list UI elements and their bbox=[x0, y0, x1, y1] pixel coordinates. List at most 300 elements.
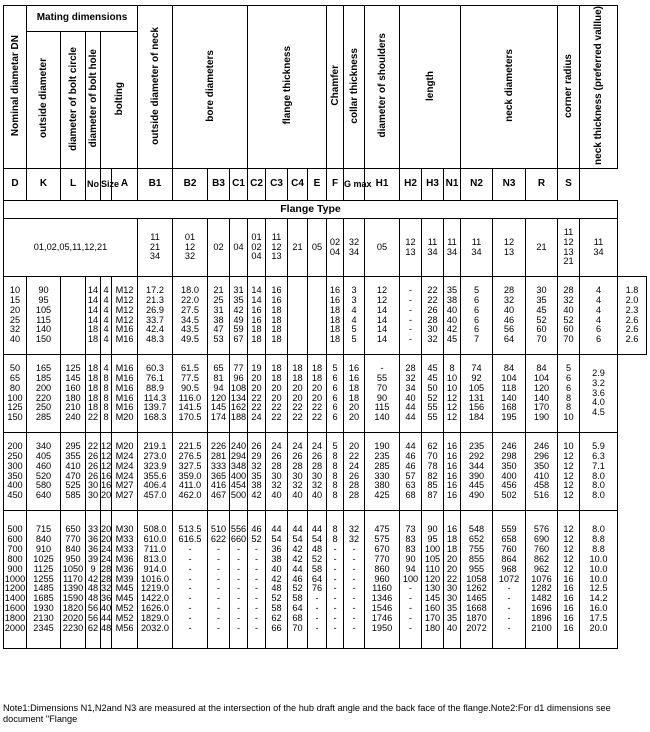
data-cell bbox=[400, 277, 422, 355]
data-cell bbox=[208, 433, 230, 511]
symbol-cell bbox=[4, 169, 27, 201]
data-cell bbox=[101, 511, 112, 649]
data-cell bbox=[461, 355, 493, 433]
bolting-header bbox=[101, 32, 138, 169]
type-code-cell-text: 32 34 bbox=[348, 236, 360, 257]
type-code-cell bbox=[461, 219, 493, 277]
data-cell-text: 125 145 160 180 210 240 bbox=[65, 362, 81, 423]
data-cell bbox=[230, 277, 248, 355]
symbol-cell bbox=[558, 169, 580, 201]
data-cell-text: 31 35 42 49 59 67 bbox=[233, 284, 244, 345]
type-code-cell-text: 05 bbox=[376, 241, 388, 252]
data-cell-text: 8 8 - - - - - - - - - bbox=[332, 523, 338, 634]
data-cell-text: 12 12 12 12 12 16 16 16 16 16 16 bbox=[563, 523, 574, 634]
data-cell-text: 1.8 2.0 2.3 2.6 2.6 2.6 bbox=[625, 284, 639, 345]
flange-thickness-header-text: flange thickness bbox=[281, 46, 293, 125]
data-cell bbox=[4, 277, 27, 355]
type-code-cell-text: 11 34 bbox=[427, 236, 438, 257]
data-cell bbox=[327, 511, 344, 649]
data-cell-text: 73 83 83 90 94 100 - - - - - bbox=[402, 523, 419, 634]
symbol-cell-text: F bbox=[331, 178, 339, 190]
symbol-cell-text: B3 bbox=[212, 178, 225, 190]
data-cell bbox=[344, 511, 365, 649]
data-cell-text: 16 16 18 18 18 18 bbox=[329, 284, 341, 345]
symbol-cell-text: C1 bbox=[232, 178, 245, 190]
data-cell bbox=[444, 277, 461, 355]
data-cell bbox=[288, 355, 308, 433]
data-cell bbox=[344, 433, 365, 511]
data-cell-text: 246 298 350 400 456 502 bbox=[501, 440, 517, 501]
data-cell bbox=[230, 355, 248, 433]
data-cell bbox=[138, 277, 173, 355]
data-cell-text: 74 92 105 131 156 184 bbox=[468, 362, 485, 423]
data-cell-text: 44 46 46 57 63 68 bbox=[405, 440, 416, 501]
data-cell-text: 200 250 300 350 400 450 bbox=[7, 440, 23, 501]
data-cell bbox=[86, 433, 101, 511]
data-cell-text: 60.3 76.1 88.9 114.3 139.7 168.3 bbox=[143, 362, 167, 423]
data-cell bbox=[138, 511, 173, 649]
data-cell-text: 340 405 460 520 580 640 bbox=[35, 440, 52, 501]
data-cell-text: 18.0 22.0 27.5 34.5 43.5 49.5 bbox=[181, 284, 199, 345]
data-cell-text: 16 18 18 20 20 22 30 30 35 35 40 bbox=[446, 523, 458, 634]
symbol-cell bbox=[61, 169, 86, 201]
data-cell bbox=[308, 511, 327, 649]
type-code-cell bbox=[230, 219, 248, 277]
header-row-titles bbox=[4, 6, 647, 32]
data-cell-text: 26 29 32 35 38 42 bbox=[251, 440, 262, 501]
outside-diameter-header-text: outside diameter bbox=[38, 58, 49, 139]
data-cell bbox=[444, 433, 461, 511]
data-cell-text: 650 770 840 950 1050 1170 1390 1590 1820 2020 2230 bbox=[62, 523, 84, 634]
data-cell-text: 19 20 20 22 22 24 bbox=[251, 362, 262, 423]
data-cell-text: 235 292 344 390 445 490 bbox=[468, 440, 485, 501]
outside-neck-header bbox=[138, 6, 173, 169]
data-cell bbox=[208, 277, 230, 355]
symbol-cell-text: N2 bbox=[470, 178, 483, 190]
data-cell bbox=[86, 277, 101, 355]
data-cell-text: 24 26 28 30 32 40 bbox=[271, 440, 282, 501]
symbol-cell-text: E bbox=[313, 178, 321, 190]
data-cell-text: 3 3 4 4 5 5 bbox=[351, 284, 357, 345]
data-cell-text: 18 18 20 20 22 22 bbox=[311, 362, 323, 423]
data-cell bbox=[308, 355, 327, 433]
data-cell bbox=[27, 433, 61, 511]
data-cell bbox=[580, 433, 618, 511]
neck-thickness-header bbox=[580, 6, 618, 169]
length-header bbox=[400, 6, 461, 169]
data-cell bbox=[208, 355, 230, 433]
data-cell bbox=[422, 355, 444, 433]
type-code-cell bbox=[248, 219, 266, 277]
data-cell-text: 16 16 18 18 18 18 bbox=[271, 284, 282, 345]
type-codes-row bbox=[4, 219, 647, 277]
data-cell-text: 508.0 610.0 711.0 813.0 914.0 1016.0 1219.0 1422.0 1626.0 1829.0 2032.0 bbox=[140, 523, 170, 634]
type-code-cell-text: 01 02 04 bbox=[251, 231, 262, 262]
data-cell bbox=[248, 433, 266, 511]
data-cell bbox=[344, 277, 365, 355]
chamfer-header bbox=[327, 6, 344, 169]
data-cell bbox=[173, 355, 208, 433]
data-cell bbox=[112, 277, 138, 355]
data-cell bbox=[112, 433, 138, 511]
symbol-cell-text: H1 bbox=[375, 178, 389, 190]
data-cell bbox=[365, 433, 400, 511]
type-code-cell bbox=[327, 219, 344, 277]
bolt-hole-header bbox=[86, 32, 101, 169]
symbol-cell-text: C3 bbox=[270, 178, 283, 190]
type-code-cell-text: 11 34 bbox=[446, 236, 458, 257]
data-cell bbox=[101, 355, 112, 433]
data-cell-text: 559 658 760 864 968 1072 - - - - - bbox=[498, 523, 520, 634]
data-cell bbox=[248, 511, 266, 649]
data-cell bbox=[444, 511, 461, 649]
symbol-cell bbox=[101, 169, 120, 201]
data-cell-text: 35 38 40 40 42 45 bbox=[446, 284, 458, 345]
shoulders-diameter-header-text: diameter of shoulders bbox=[376, 33, 388, 138]
outside-neck-header-text: outside diameter of neck bbox=[149, 26, 161, 145]
type-code-cell bbox=[526, 219, 558, 277]
data-cell-text: 18 18 20 20 22 22 bbox=[292, 362, 303, 423]
type-code-cell bbox=[558, 219, 580, 277]
symbol-cell bbox=[230, 169, 248, 201]
data-cell-text: 33 36 36 39 9 42 48 48 56 56 62 bbox=[87, 523, 99, 634]
data-cell-text: 44 54 48 52 58 64 76 - - - - bbox=[311, 523, 323, 634]
data-cell bbox=[493, 277, 526, 355]
data-cell-text: 21 25 31 38 47 53 bbox=[213, 284, 224, 345]
data-cell-text: 18 18 18 18 18 22 bbox=[87, 362, 99, 423]
symbol-cell-text: H2 bbox=[404, 178, 417, 190]
type-code-cell bbox=[173, 219, 208, 277]
flange-type-label bbox=[4, 201, 618, 219]
data-cell-text: 90 95 105 115 140 150 bbox=[35, 284, 52, 345]
data-cell-text: 240 294 348 400 454 500 bbox=[230, 440, 247, 501]
data-cell bbox=[138, 433, 173, 511]
data-cell-text: 28 32 40 46 56 64 bbox=[503, 284, 515, 345]
chamfer-header-text: Chamfer bbox=[329, 65, 341, 106]
data-cell bbox=[173, 277, 208, 355]
data-cell bbox=[344, 355, 365, 433]
data-cell-text: 12 12 12 16 16 20 bbox=[101, 440, 112, 501]
type-code-cell bbox=[344, 219, 365, 277]
length-header-text: length bbox=[424, 70, 436, 101]
type-code-cell-text: 02 04 bbox=[329, 236, 341, 257]
data-cell bbox=[61, 355, 86, 433]
data-cell bbox=[422, 277, 444, 355]
data-cell-text: 246 296 350 410 458 516 bbox=[533, 440, 550, 501]
symbol-cell-text: B1 bbox=[148, 178, 162, 190]
symbol-cell-text: B2 bbox=[183, 178, 197, 190]
symbol-cell-text: No bbox=[87, 178, 99, 189]
data-cell bbox=[86, 511, 101, 649]
symbol-cell bbox=[138, 169, 173, 201]
data-cell bbox=[4, 511, 27, 649]
neck-diameters-header bbox=[461, 6, 558, 169]
corner-radius-header bbox=[558, 6, 580, 169]
data-cell bbox=[112, 511, 138, 649]
mating-dimensions-header-text: Mating dimensions bbox=[36, 12, 128, 24]
data-cell bbox=[266, 355, 288, 433]
type-code-cell-text: 02 bbox=[213, 241, 224, 252]
data-cell-text: 16 16 18 18 20 20 bbox=[348, 362, 360, 423]
type-code-cell bbox=[266, 219, 288, 277]
data-cell-text: 28 32 34 40 44 44 bbox=[405, 362, 416, 423]
data-cell bbox=[526, 433, 558, 511]
symbol-cell bbox=[444, 169, 461, 201]
data-cell-text: 90 95 100 105 110 120 130 145 160 170 180 bbox=[424, 523, 441, 634]
data-cell-text: 475 575 670 770 860 960 1160 1346 1546 1746 1950 bbox=[371, 523, 393, 634]
data-cell-text: 548 652 755 855 955 1058 1262 1465 1668 1870 2072 bbox=[466, 523, 487, 634]
bolting-header-text: bolting bbox=[113, 81, 125, 116]
flange-thickness-header bbox=[248, 6, 327, 169]
neck-thickness-header-text: neck thickness (preferred valllue) bbox=[593, 6, 604, 165]
symbol-cell bbox=[308, 169, 327, 201]
nominal-diameter-header-text: Nominal diametar DN bbox=[9, 34, 21, 137]
data-cell-text: M20 M24 M24 M24 M27 M27 bbox=[115, 440, 134, 501]
data-cell-text: 510 622 - - - - - - - - - bbox=[210, 523, 227, 634]
data-cell-text: 5 6 6 8 8 10 bbox=[563, 362, 574, 423]
data-cell bbox=[173, 433, 208, 511]
data-cell-text: 2.9 3.2 3.6 4.0 4.5 bbox=[592, 367, 605, 418]
data-cell-text: 65 81 94 120 145 174 bbox=[210, 362, 227, 423]
data-cell bbox=[493, 433, 526, 511]
data-cell-text: 500 600 700 800 900 1000 1200 1400 1600 1800 2000 bbox=[4, 523, 26, 634]
data-cell bbox=[365, 355, 400, 433]
data-cell-text: 44 54 42 42 44 46 52 58 64 68 70 bbox=[292, 523, 303, 634]
flange-dimensions-table bbox=[3, 5, 647, 649]
symbol-cell-text: A bbox=[120, 178, 129, 190]
data-cell-text: 5 8 8 8 8 8 bbox=[332, 440, 338, 501]
type-code-cell-text: 11 34 bbox=[593, 236, 604, 257]
data-cell bbox=[558, 511, 580, 649]
bolt-circle-header bbox=[61, 32, 86, 169]
data-cell bbox=[27, 277, 61, 355]
data-cell-text: 5.9 6.3 7.1 8.0 8.0 8.0 bbox=[592, 440, 605, 501]
data-cell bbox=[308, 433, 327, 511]
symbol-cell-text: L bbox=[69, 178, 77, 190]
symbol-cell bbox=[400, 169, 422, 201]
type-code-cell bbox=[288, 219, 308, 277]
symbol-cell bbox=[266, 169, 288, 201]
data-cell bbox=[461, 433, 493, 511]
data-cell bbox=[558, 277, 580, 355]
data-cell bbox=[461, 277, 493, 355]
data-cell bbox=[61, 433, 86, 511]
data-cell bbox=[101, 433, 112, 511]
data-cell bbox=[493, 511, 526, 649]
symbol-cell bbox=[208, 169, 230, 201]
type-code-cell-text: 01,02,05,11,12,21 bbox=[33, 241, 108, 252]
data-cell bbox=[248, 355, 266, 433]
symbol-cell bbox=[27, 169, 61, 201]
type-code-cell bbox=[4, 219, 138, 277]
bore-diameters-header bbox=[173, 6, 248, 169]
data-group-row bbox=[4, 277, 647, 355]
data-cell bbox=[400, 433, 422, 511]
data-cell bbox=[400, 355, 422, 433]
data-cell-text: 556 660 - - - - - - - - - bbox=[230, 523, 247, 634]
type-code-cell bbox=[444, 219, 461, 277]
data-cell bbox=[27, 355, 61, 433]
data-group-row bbox=[4, 433, 647, 511]
data-cell-text: 44 54 36 38 40 42 48 52 58 62 66 bbox=[271, 523, 282, 634]
data-cell bbox=[327, 355, 344, 433]
symbol-cell bbox=[526, 169, 558, 201]
data-cell bbox=[422, 511, 444, 649]
collar-thickness-header bbox=[344, 6, 365, 169]
data-cell bbox=[558, 433, 580, 511]
bolt-circle-header-text: diameter of bolt circle bbox=[67, 46, 79, 151]
data-cell-text: 22 26 26 26 30 30 bbox=[87, 440, 99, 501]
data-cell-text: 22 22 26 28 30 32 bbox=[427, 284, 438, 345]
data-cell-text: 8.0 8.8 8.8 10.0 10.0 10.0 12.5 14.2 16.0 17.5 20.0 bbox=[589, 523, 608, 634]
symbol-cell-text: D bbox=[11, 178, 19, 190]
data-cell bbox=[288, 433, 308, 511]
shoulders-diameter-header bbox=[365, 6, 400, 169]
data-cell bbox=[266, 277, 288, 355]
data-cell bbox=[61, 511, 86, 649]
bolt-hole-header-text: diameter of bolt hole bbox=[87, 49, 99, 148]
data-cell-text: 226 281 333 365 416 467 bbox=[210, 440, 227, 501]
data-cell-text: 18 18 20 20 22 22 bbox=[271, 362, 282, 423]
type-code-cell bbox=[400, 219, 422, 277]
data-cell-text: M12 M12 M12 M12 M16 M16 bbox=[115, 284, 134, 345]
data-cell-text: 16 16 16 16 16 16 bbox=[446, 440, 458, 501]
data-cell-text: 219.1 273.0 323.9 355.6 406.4 457.0 bbox=[143, 440, 167, 501]
data-cell-text: 8 10 10 12 12 12 bbox=[446, 362, 458, 423]
data-cell-text: 5 6 6 6 6 7 bbox=[473, 284, 480, 345]
data-cell bbox=[365, 277, 400, 355]
data-cell-text: 45 45 50 52 55 55 bbox=[427, 362, 438, 423]
data-cell bbox=[86, 355, 101, 433]
data-cell bbox=[558, 355, 580, 433]
type-code-cell-text: 01 12 32 bbox=[184, 231, 196, 262]
data-cell bbox=[327, 433, 344, 511]
data-cell-text: 32 32 - - - - - - - - - bbox=[348, 523, 360, 634]
type-code-cell bbox=[308, 219, 327, 277]
data-cell-text: M30 M33 M33 M36 M36 M39 M45 M45 M52 M52 M56 bbox=[115, 523, 134, 634]
type-code-cell bbox=[493, 219, 526, 277]
data-cell-text: 10 15 20 25 32 40 bbox=[9, 284, 21, 345]
symbol-cell-text: C4 bbox=[291, 178, 304, 190]
data-cell bbox=[4, 355, 27, 433]
symbol-cell bbox=[327, 169, 344, 201]
type-code-cell-text: 21 bbox=[292, 241, 303, 252]
type-code-cell bbox=[580, 219, 618, 277]
symbol-cell bbox=[248, 169, 266, 201]
data-cell-text: 221.5 276.5 327.5 359.0 411.0 462.0 bbox=[178, 440, 202, 501]
data-cell bbox=[327, 277, 344, 355]
symbol-cell-text: R bbox=[537, 178, 546, 190]
data-cell bbox=[526, 511, 558, 649]
neck-diameters-header-text: neck diameters bbox=[503, 49, 515, 122]
table-note: Note1:Dimensions N1,N2and N3 are measured at the intersection of the hub draft angle and the back face of the flange.Note2:For d1 dimensions see document "Flange bbox=[3, 703, 611, 725]
mating-dimensions-header bbox=[27, 6, 138, 32]
type-code-cell bbox=[422, 219, 444, 277]
data-cell bbox=[248, 277, 266, 355]
data-cell bbox=[526, 277, 558, 355]
data-cell bbox=[444, 355, 461, 433]
data-cell bbox=[27, 511, 61, 649]
data-cell bbox=[365, 511, 400, 649]
data-cell-text: 46 52 - - - - - - - - - bbox=[251, 523, 262, 634]
data-cell-text: 14 14 16 16 18 18 bbox=[251, 284, 262, 345]
data-cell bbox=[526, 355, 558, 433]
data-cell bbox=[266, 511, 288, 649]
collar-thickness-header-text: collar thickness bbox=[348, 47, 360, 124]
data-cell bbox=[230, 511, 248, 649]
data-cell-text: 4 4 4 4 4 4 bbox=[103, 284, 109, 345]
symbol-row bbox=[4, 169, 647, 201]
data-cell-text: 77 96 108 134 162 188 bbox=[230, 362, 247, 423]
data-cell bbox=[4, 433, 27, 511]
data-cell bbox=[580, 355, 618, 433]
type-code-cell-text: 12 13 bbox=[405, 236, 416, 257]
data-cell-text: 5 6 6 6 6 6 bbox=[332, 362, 338, 423]
type-code-cell bbox=[208, 219, 230, 277]
data-cell-text: 4 8 8 8 8 8 bbox=[103, 362, 109, 423]
data-cell-text: 4 4 4 4 6 6 bbox=[595, 284, 602, 345]
symbol-cell-text: N1 bbox=[445, 178, 459, 190]
data-cell-text: 513.5 616.5 - - - - - - - - - bbox=[178, 523, 202, 634]
data-cell bbox=[61, 277, 86, 355]
type-code-cell-text: 21 bbox=[536, 241, 547, 252]
type-code-cell-text: 12 13 bbox=[503, 236, 515, 257]
type-code-cell-text: 04 bbox=[233, 241, 244, 252]
symbol-cell-text: K bbox=[39, 178, 48, 190]
bore-diameters-header-text: bore diameters bbox=[204, 49, 216, 122]
type-code-cell-text: 11 12 13 21 bbox=[563, 226, 574, 267]
data-cell-text: M16 M16 M16 M16 M16 M20 bbox=[115, 362, 134, 423]
data-cell-text: - 55 70 90 115 140 bbox=[374, 362, 390, 423]
data-cell bbox=[288, 511, 308, 649]
flange-type-row bbox=[4, 201, 647, 219]
data-cell bbox=[580, 511, 618, 649]
data-cell-text: 576 690 760 862 962 1076 1282 1482 1696 1896 2100 bbox=[531, 523, 552, 634]
data-cell bbox=[493, 355, 526, 433]
data-cell bbox=[173, 511, 208, 649]
symbol-cell-text: Size bbox=[101, 178, 120, 189]
data-cell-text: 715 840 910 1025 1125 1255 1485 1685 1930 2130 2345 bbox=[33, 523, 54, 634]
data-cell-text: - - - - - - bbox=[408, 284, 413, 345]
data-cell-text: 295 355 410 470 525 585 bbox=[65, 440, 81, 501]
data-cell-text: 28 32 40 52 60 70 bbox=[563, 284, 574, 345]
type-code-cell-text: 05 bbox=[311, 241, 323, 252]
data-cell bbox=[400, 511, 422, 649]
data-cell bbox=[208, 511, 230, 649]
data-group-row bbox=[4, 355, 647, 433]
data-cell bbox=[112, 355, 138, 433]
data-cell-text: 14 14 14 14 18 18 bbox=[87, 284, 99, 345]
symbol-cell-text: G max bbox=[344, 178, 372, 189]
data-cell-text: 50 65 80 100 125 150 bbox=[7, 362, 23, 423]
data-cell bbox=[580, 277, 618, 355]
data-cell-text: 12 12 14 14 14 14 bbox=[376, 284, 388, 345]
nominal-diameter-header bbox=[4, 6, 27, 169]
corner-radius-header-text: corner radius bbox=[563, 53, 574, 118]
symbol-cell-text: H3 bbox=[426, 178, 439, 190]
outside-diameter-header bbox=[27, 32, 61, 169]
flange-type-label-text: Flange Type bbox=[280, 202, 341, 215]
data-cell bbox=[308, 277, 327, 355]
data-cell-text: 30 35 45 52 60 70 bbox=[536, 284, 547, 345]
symbol-cell bbox=[173, 169, 208, 201]
data-cell bbox=[288, 277, 308, 355]
data-cell bbox=[101, 277, 112, 355]
data-cell bbox=[422, 433, 444, 511]
data-cell-text: 84 104 120 140 170 190 bbox=[533, 362, 550, 423]
data-cell-text: 20 22 24 26 28 28 bbox=[348, 440, 360, 501]
data-cell-text: 24 26 28 30 32 40 bbox=[311, 440, 323, 501]
